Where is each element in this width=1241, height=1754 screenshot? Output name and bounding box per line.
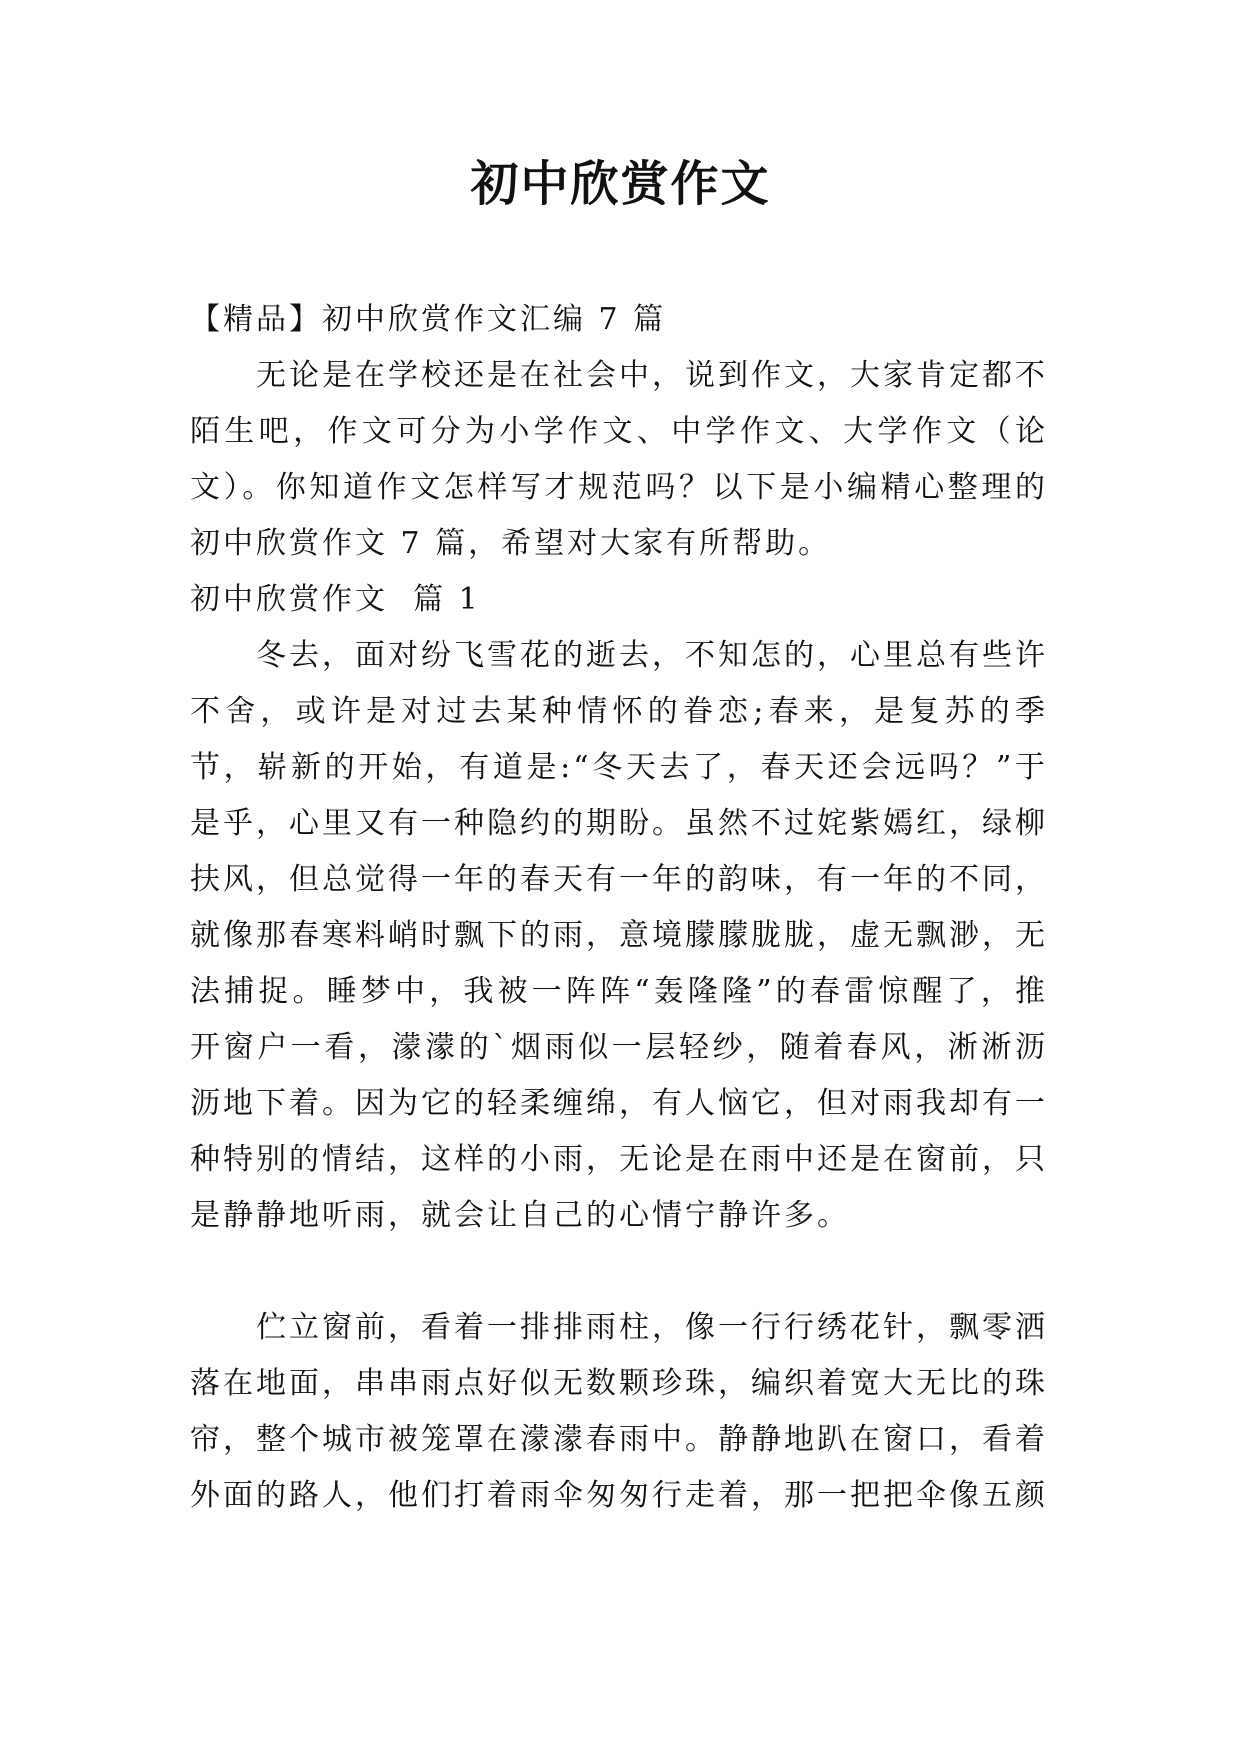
body-paragraph-1: 冬去，面对纷飞雪花的逝去，不知怎的，心里总有些许不舍，或许是对过去某种情怀的眷恋;春来，是复苏的季节，崭新的开始，有道是:“冬天去了，春天还会远吗？”于是乎，心里又有一种隐约的期盼。虽然不过姹紫嫣红，绿柳扶风，但总觉得一年的春天有一年的韵味，有一年的不同，就像那春寒料峭时飘下的雨，意境朦朦胧胧，虚无飘渺，无法捕捉。睡梦中，我被一阵阵“轰隆隆”的春雷惊醒了，推开窗户一看，濛濛的`烟雨似一层轻纱，随着春风，淅淅沥沥地下着。因为它的轻柔缠绵，有人恼它，但对雨我却有一种特别的情结，这样的小雨，无论是在雨中还是在窗前，只是静静地听雨，就会让自己的心情宁静许多。 [190, 638, 1048, 1233]
section-heading: 初中欣赏作文 篇 1 [190, 582, 481, 617]
collection-heading: 【精品】初中欣赏作文汇编 7 篇 [190, 302, 667, 337]
intro-paragraph: 无论是在学校还是在社会中，说到作文，大家肯定都不陌生吧，作文可分为小学作文、中学作文、大学作文（论文）。你知道作文怎样写才规范吗？以下是小编精心整理的初中欣赏作文 7 篇，希望对大家有所帮助。 [190, 358, 1048, 561]
document-body [190, 292, 1048, 1524]
document-title: 初中欣赏作文 [470, 156, 771, 212]
paragraph-spacer [190, 1244, 1048, 1300]
body-paragraph-2: 伫立窗前，看着一排排雨柱，像一行行绣花针，飘零洒落在地面，串串雨点好似无数颗珍珠，编织着宽大无比的珠帘，整个城市被笼罩在濛濛春雨中。静静地趴在窗口，看着外面的路人，他们打着雨伞匆匆行走着，那一把把伞像五颜 [190, 1310, 1048, 1513]
